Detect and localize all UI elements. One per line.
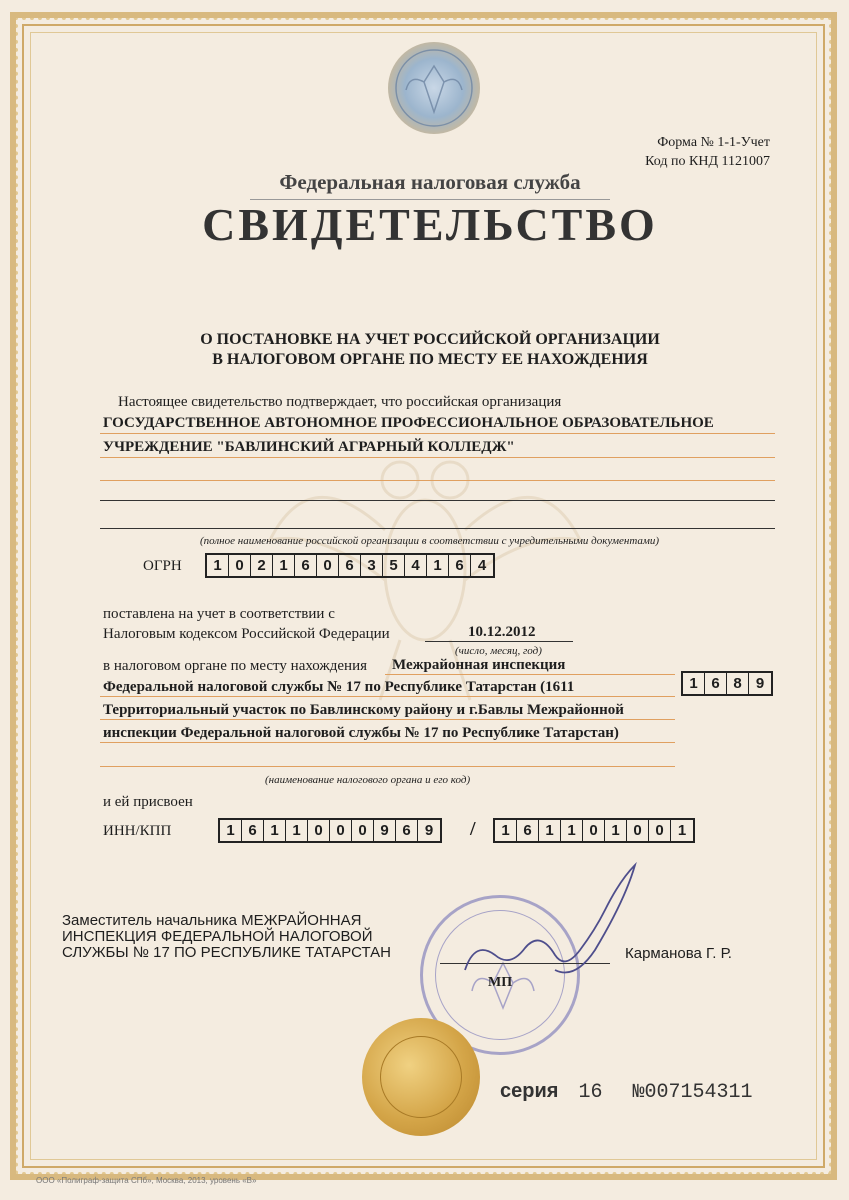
ogrn-digit-cell: 0 — [229, 555, 251, 576]
ogrn-digit-cell: 4 — [405, 555, 427, 576]
inn-digit-cell: 1 — [264, 820, 286, 841]
agency-name: Федеральная налоговая служба — [279, 170, 581, 194]
series-block — [500, 1080, 753, 1104]
ogrn-digit-cell: 6 — [339, 555, 361, 576]
signer-position-line: СЛУЖБЫ № 17 ПО РЕСПУБЛИКЕ ТАТАРСТАН — [62, 944, 391, 961]
ogrn-digit-cell: 3 — [361, 555, 383, 576]
signer-position-line: Заместитель начальника МЕЖРАЙОННАЯ — [62, 912, 362, 929]
inn-digit-cell: 6 — [396, 820, 418, 841]
authority-intro: в налоговом органе по месту нахождения — [103, 658, 368, 674]
organization-name-caption: (полное наименование российской организации в соответствии с учредительными документами) — [200, 535, 660, 547]
ogrn-digit-cell: 1 — [207, 555, 229, 576]
series-number: №007154311 — [632, 1081, 753, 1104]
registration-date-caption: (число, месяц, год) — [455, 645, 542, 657]
ogrn-digit-cell: 5 — [383, 555, 405, 576]
underline — [100, 500, 775, 501]
subtitle-line: В НАЛОГОВОМ ОРГАНЕ ПО МЕСТУ ЕЕ НАХОЖДЕНИЯ — [212, 351, 648, 368]
kpp-digit-cell: 1 — [561, 820, 583, 841]
inn-digit-cell: 1 — [220, 820, 242, 841]
inn-digit-boxes — [218, 818, 442, 843]
ogrn-digit-cell: 6 — [449, 555, 471, 576]
underline — [100, 480, 775, 481]
inn-digit-cell: 6 — [242, 820, 264, 841]
registration-date: 10.12.2012 — [468, 624, 536, 640]
series-label: серия — [500, 1080, 559, 1102]
ogrn-digit-cell: 4 — [477, 557, 487, 574]
authority-code-cell: 1 — [683, 673, 705, 694]
inn-digit-cell: 0 — [308, 820, 330, 841]
kpp-digit-cell: 1 — [539, 820, 561, 841]
kpp-digit-cell: 0 — [649, 820, 671, 841]
stamp-place-label: МП — [488, 975, 513, 990]
underline — [100, 719, 675, 720]
underline — [100, 696, 675, 697]
authority-name-line: Территориальный участок по Бавлинскому району и г.Бавлы Межрайонной — [103, 702, 624, 718]
gold-seal-icon — [362, 1018, 480, 1136]
kpp-digit-boxes — [493, 818, 695, 843]
printer-footer: ООО «Полиграф-защита СПб», Москва, 2013, уровень «В» — [36, 1176, 257, 1185]
inn-kpp-label: ИНН/КПП — [103, 823, 172, 839]
kpp-digit-cell: 0 — [583, 820, 605, 841]
signer-name: Карманова Г. Р. — [625, 945, 732, 962]
form-number-block — [620, 133, 770, 171]
ogrn-digit-cell: 1 — [427, 555, 449, 576]
organization-name-line: УЧРЕЖДЕНИЕ "БАВЛИНСКИЙ АГРАРНЫЙ КОЛЛЕДЖ" — [103, 439, 515, 455]
kpp-digit-cell: 6 — [517, 820, 539, 841]
ogrn-digit-cell: 6 — [295, 555, 317, 576]
inn-digit-cell: 9 — [374, 820, 396, 841]
authority-code-cell: 8 — [727, 673, 749, 694]
document-subtitle — [150, 330, 710, 370]
ogrn-digit-cell: 1 — [273, 555, 295, 576]
assigned-label: и ей присвоен — [103, 794, 193, 810]
subtitle-line: О ПОСТАНОВКЕ НА УЧЕТ РОССИЙСКОЙ ОРГАНИЗАЦИИ — [200, 331, 660, 348]
underline — [100, 457, 775, 458]
underline — [100, 528, 775, 529]
registration-text: поставлена на учет в соответствии с — [103, 606, 335, 622]
underline — [100, 433, 775, 434]
authority-name-line: Межрайонная инспекция — [392, 657, 566, 673]
document-title: СВИДЕТЕЛЬСТВО — [202, 199, 658, 250]
kpp-digit-cell: 1 — [605, 820, 627, 841]
intro-text: Настоящее свидетельство подтверждает, что российская организация — [118, 394, 562, 410]
ogrn-digit-boxes — [205, 553, 495, 578]
form-number: Форма № 1-1-Учет — [657, 135, 770, 150]
registration-text: Налоговым кодексом Российской Федерации — [103, 626, 390, 642]
ogrn-label: ОГРН — [143, 558, 182, 574]
underline — [385, 674, 675, 675]
inn-digit-cell: 0 — [330, 820, 352, 841]
inn-kpp-separator: / — [470, 818, 476, 840]
handwritten-signature-icon — [455, 860, 655, 990]
kpp-digit-cell: 1 — [495, 820, 517, 841]
authority-code-boxes — [681, 671, 773, 696]
ogrn-digit-cell: 0 — [317, 555, 339, 576]
authority-code-cell: 9 — [755, 675, 765, 692]
underline — [100, 766, 675, 767]
authority-caption: (наименование налогового органа и его код) — [265, 774, 471, 786]
inn-digit-cell: 0 — [352, 820, 374, 841]
ogrn-digit-cell: 2 — [251, 555, 273, 576]
kpp-digit-cell: 1 — [677, 822, 687, 839]
inn-digit-cell: 1 — [286, 820, 308, 841]
kpp-digit-cell: 0 — [627, 820, 649, 841]
series-value: 16 — [578, 1081, 603, 1104]
signer-position-line: ИНСПЕКЦИЯ ФЕДЕРАЛЬНОЙ НАЛОГОВОЙ — [62, 928, 373, 945]
knd-code: Код по КНД 1121007 — [645, 154, 770, 169]
underline — [100, 742, 675, 743]
organization-name-line: ГОСУДАРСТВЕННОЕ АВТОНОМНОЕ ПРОФЕССИОНАЛЬНОЕ ОБРАЗОВАТЕЛЬНОЕ — [103, 415, 714, 431]
authority-name-line: Федеральной налоговой службы № 17 по Республике Татарстан (1611 — [103, 679, 575, 695]
inn-digit-cell: 9 — [424, 822, 434, 839]
hologram-emblem-icon — [388, 42, 480, 134]
seal-inner-ring — [380, 1036, 462, 1118]
authority-name-line: инспекции Федеральной налоговой службы № 17 по Республике Татарстан) — [103, 725, 619, 741]
authority-code-cell: 6 — [705, 673, 727, 694]
